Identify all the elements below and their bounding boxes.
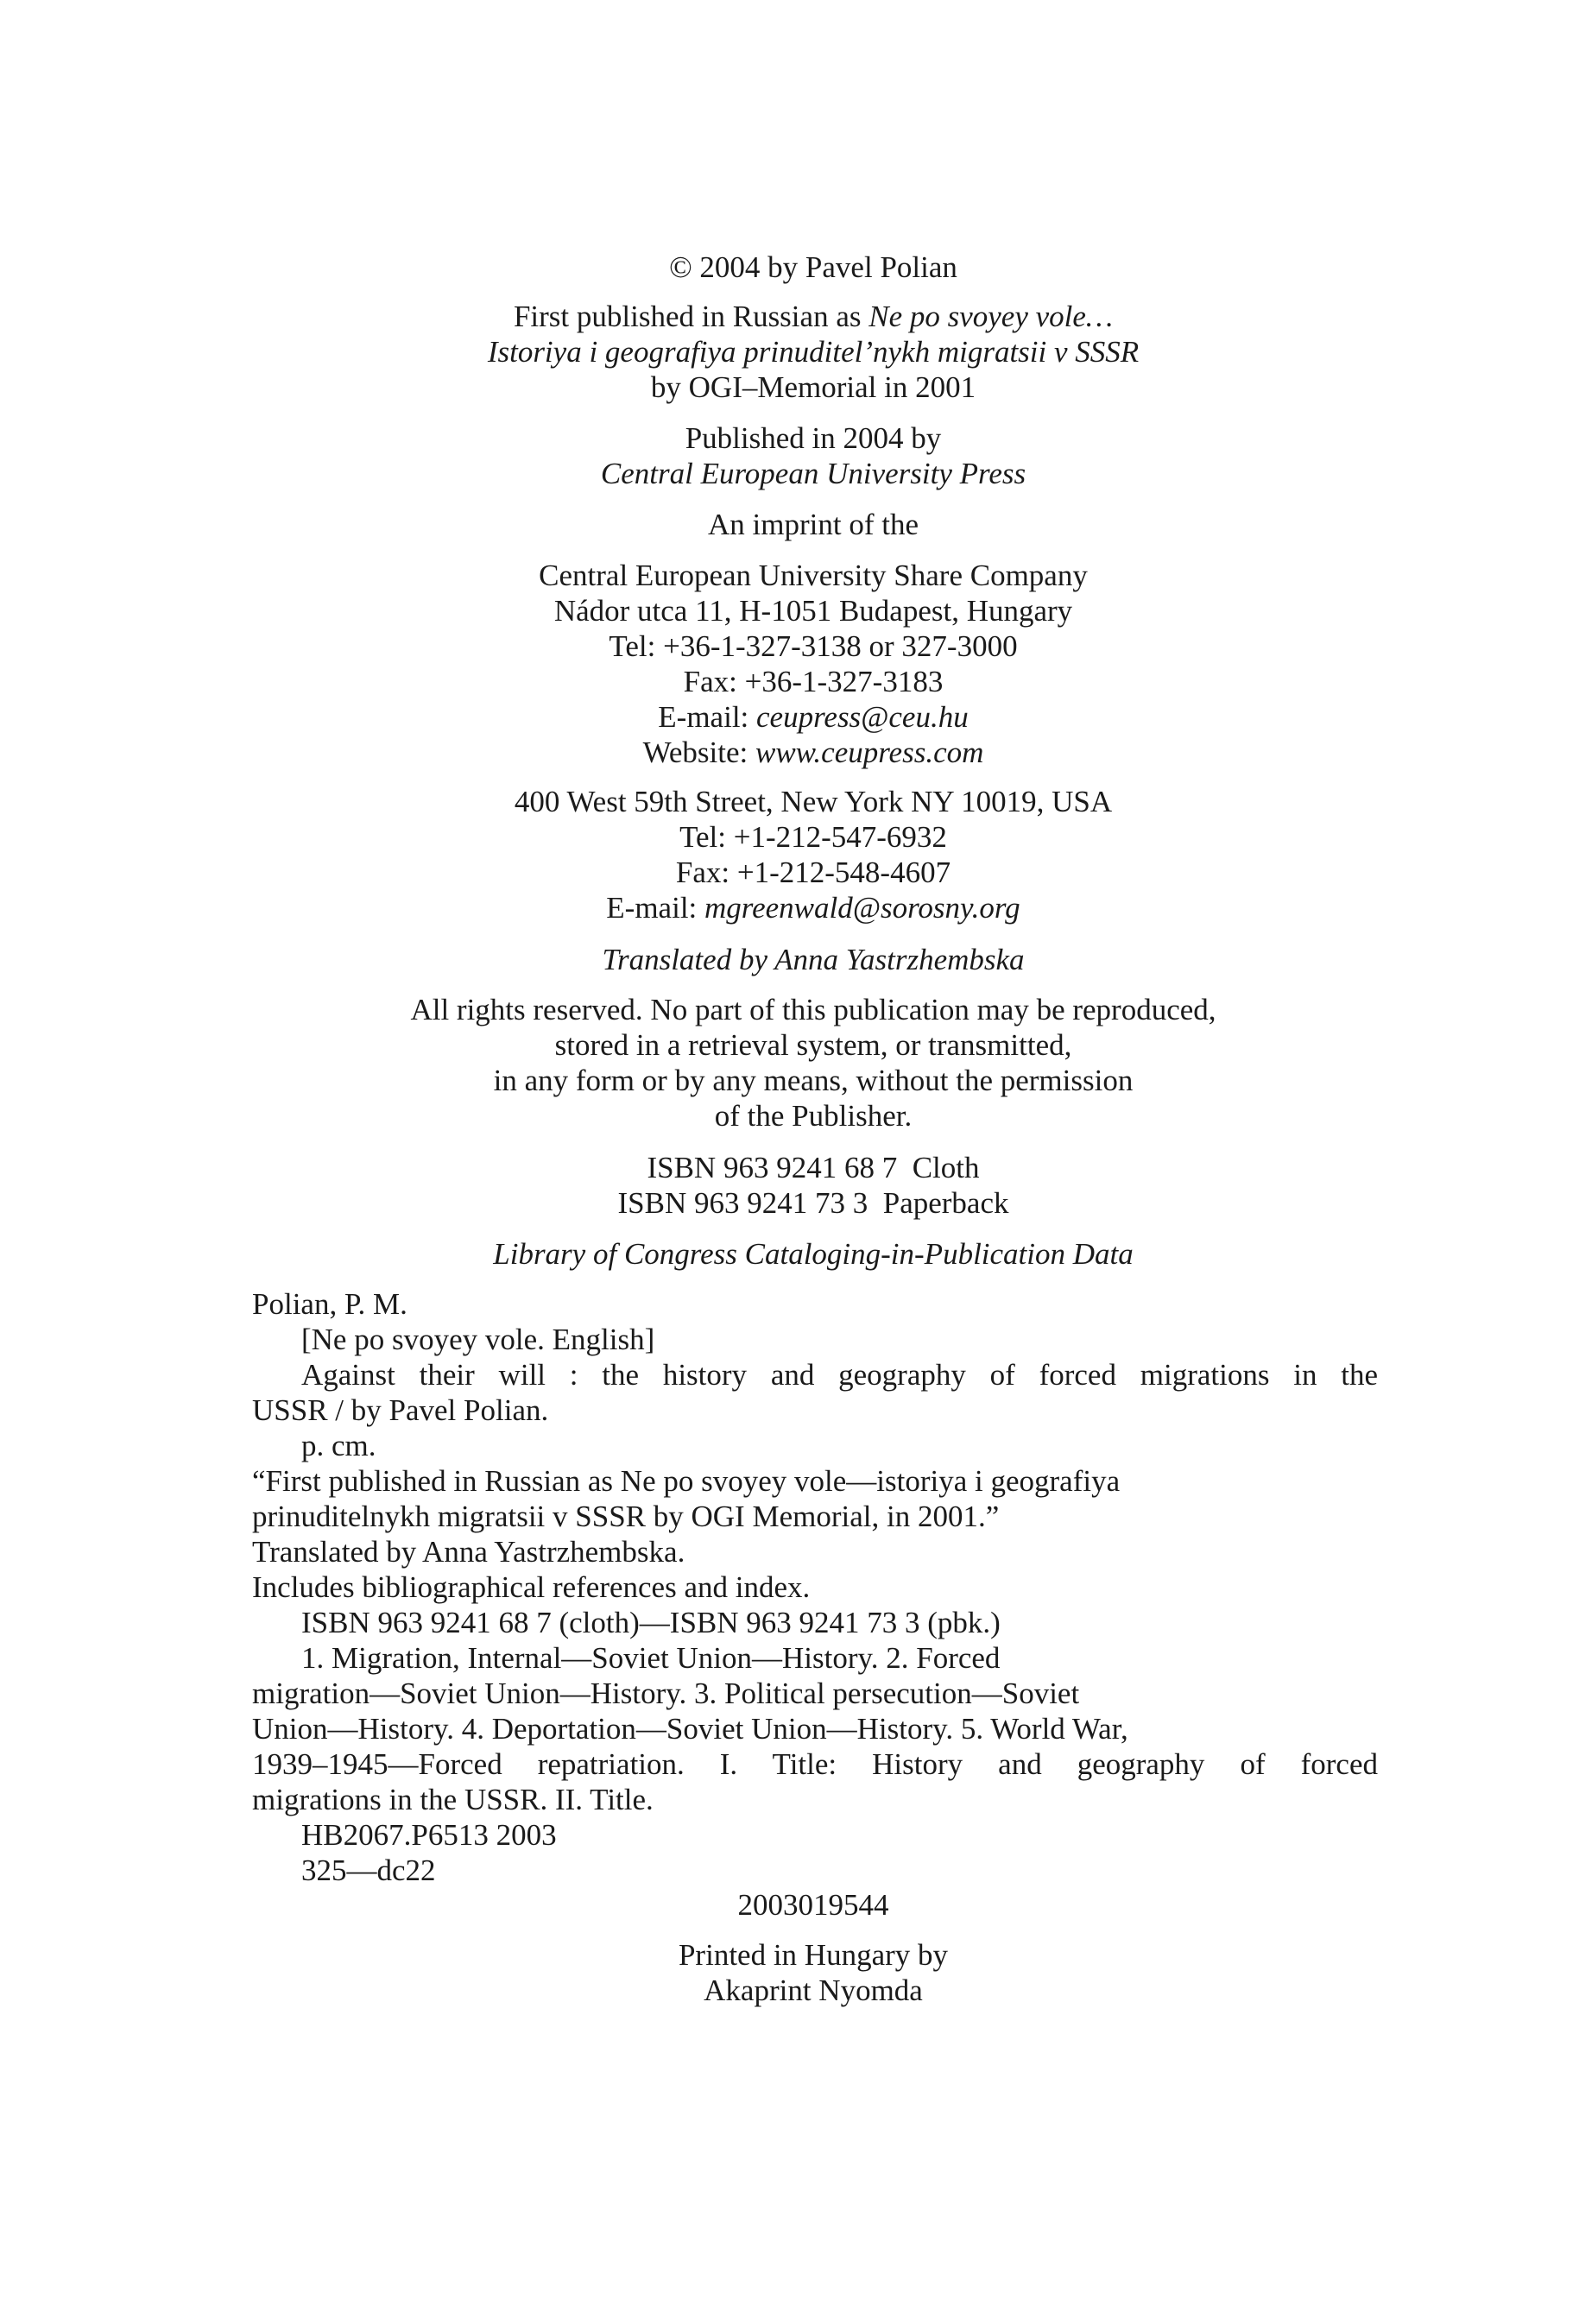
newyork-fax: Fax: +1-212-548-4607 [675,856,951,889]
press-name: Central European University Press [600,457,1026,490]
copyright-notice [0,249,1579,285]
isbn-paperback: ISBN 963 9241 73 3 Paperback [617,1186,1009,1220]
budapest-website-line [0,735,1579,770]
newyork-email-line [0,890,1579,925]
website-label: Website: [642,736,755,769]
cip-heading-block [0,1236,1579,1272]
printed-line: Printed in Hungary by [678,1938,949,1972]
original-title-part2: Istoriya i geografiya prinuditel’nykh migratsii v SSSR [487,335,1140,369]
original-title-part1: Ne po svoyey vole… [868,300,1114,333]
cip-heading: Library of Congress Cataloging-in-Publication Data [493,1237,1134,1271]
budapest-fax: Fax: +36-1-327-3183 [683,665,944,698]
cip-title-line: USSR / by Pavel Polian. [252,1393,549,1427]
published-block [0,420,1579,491]
cip-subject-line: 1939–1945—Forced repatriation. I. Title: History and geography of forced [252,1747,1378,1781]
copyright-line: © 2004 by Pavel Polian [669,250,957,284]
cip-subject-line: 1. Migration, Internal—Soviet Union—History. 2. Forced [301,1641,1001,1675]
cip-lccn: 2003019544 [737,1888,889,1922]
published-line: Published in 2004 by [685,421,942,455]
budapest-email-line [0,699,1579,735]
cip-note: “First published in Russian as Ne po svoyey vole—istoriya i geografiya [252,1464,1121,1498]
cip-author: Polian, P. M. [252,1287,407,1321]
printer-name: Akaprint Nyomda [704,1974,923,2007]
cip-title-line: Against their will : the history and geography of forced migrations in the [301,1358,1378,1392]
budapest-address-block [0,558,1579,770]
imprint-line: An imprint of the [708,508,919,541]
email-label: E-mail: [658,700,757,734]
rights-line: in any form or by any means, without the permission [493,1064,1134,1097]
first-published-prefix: First published in Russian as [513,300,869,333]
budapest-address: Nádor utca 11, H-1051 Budapest, Hungary [553,594,1073,628]
translator-line: Translated by Anna Yastrzhembska [602,943,1025,976]
cip-subject-line: Union—History. 4. Deportation—Soviet Union—History. 5. World War, [252,1712,1128,1746]
printed-block [0,1937,1579,2008]
email-label: E-mail: [606,891,705,925]
lccn-block [0,1887,1579,1923]
rights-line: All rights reserved. No part of this publication may be reproduced, [410,993,1216,1026]
cip-record [252,1286,1378,1888]
translator-block [0,942,1579,977]
cip-dewey: 325—dc22 [301,1854,436,1887]
original-publisher-line: by OGI–Memorial in 2001 [650,370,976,404]
budapest-email: ceupress@ceu.hu [756,700,969,734]
newyork-address-block [0,784,1579,925]
cip-call-number: HB2067.P6513 2003 [301,1818,557,1852]
isbn-block [0,1150,1579,1221]
company-name: Central European University Share Company [539,559,1088,592]
newyork-tel: Tel: +1-212-547-6932 [679,820,947,854]
cip-subject-line: migrations in the USSR. II. Title. [252,1783,654,1816]
newyork-email: mgreenwald@sorosny.org [704,891,1020,925]
cip-isbns: ISBN 963 9241 68 7 (cloth)—ISBN 963 9241 73 3 (pbk.) [301,1606,1001,1639]
cip-note: Translated by Anna Yastrzhembska. [252,1535,685,1569]
rights-block [0,992,1579,1134]
first-published-block [0,299,1579,405]
cip-note: prinuditelnykh migratsii v SSSR by OGI Memorial, in 2001.” [252,1500,1000,1533]
rights-line: of the Publisher. [714,1099,913,1133]
budapest-website: www.ceupress.com [755,736,984,769]
cip-uniform-title: [Ne po svoyey vole. English] [301,1323,655,1356]
imprint-block [0,507,1579,542]
first-published-line [0,299,1579,334]
cip-subject-line: migration—Soviet Union—History. 3. Political persecution—Soviet [252,1677,1080,1710]
rights-line: stored in a retrieval system, or transmitted, [554,1028,1072,1062]
isbn-cloth: ISBN 963 9241 68 7 Cloth [647,1151,980,1184]
budapest-tel: Tel: +36-1-327-3138 or 327-3000 [609,629,1018,663]
cip-note: Includes bibliographical references and index. [252,1570,811,1604]
cip-pcm: p. cm. [301,1429,376,1462]
newyork-address: 400 West 59th Street, New York NY 10019, USA [514,785,1113,818]
